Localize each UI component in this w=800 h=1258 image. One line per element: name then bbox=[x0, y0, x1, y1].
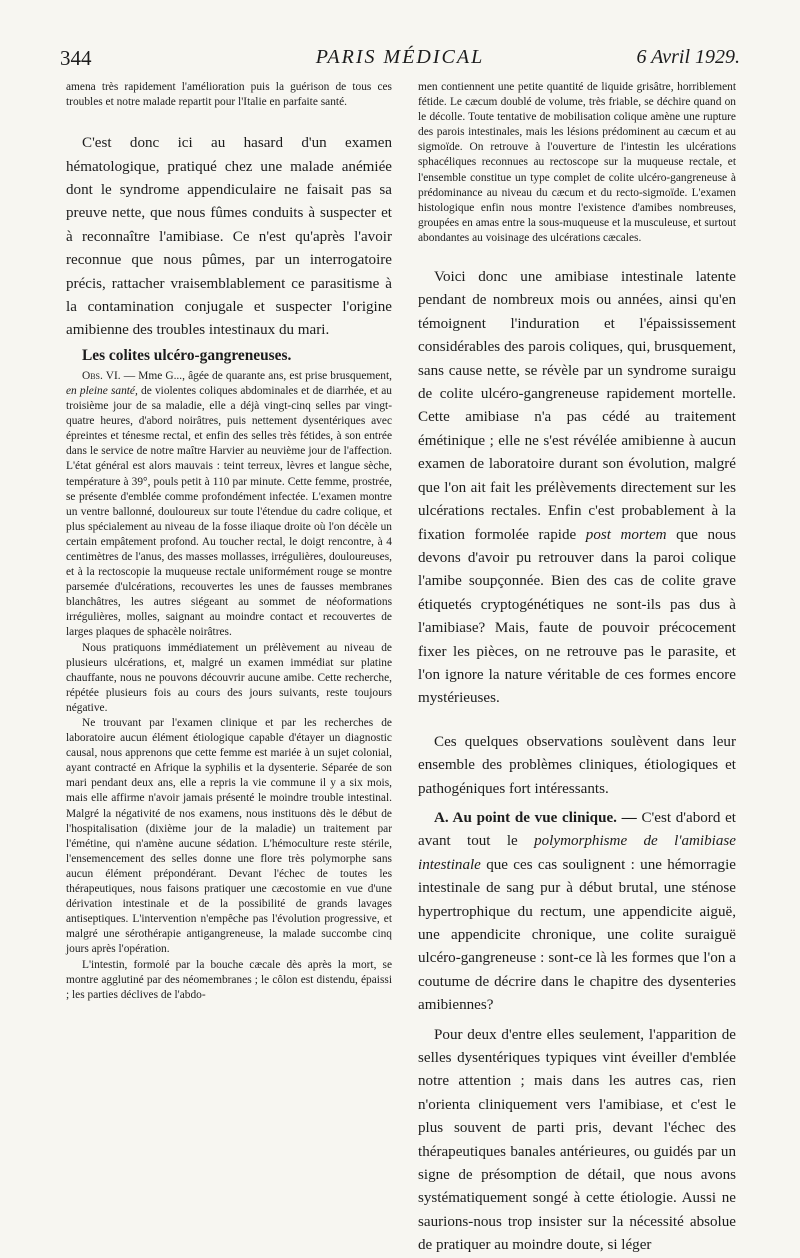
page-number: 344 bbox=[60, 46, 92, 70]
right-paragraph-2 bbox=[418, 266, 736, 711]
clinical-text-1: C'est d'abord et avant tout le bbox=[418, 809, 736, 850]
section-heading-colites: Les colites ulcéro-gangreneuses. bbox=[82, 346, 292, 364]
observation-label: Obs. VI. — bbox=[82, 369, 136, 382]
left-paragraph-5: Ne trouvant par l'examen clinique et par les recherches de laboratoire aucun élément étiologique capable d'étayer un diagnostic causal, nous apprenons que cette femme est mariée à un sujet colonial, ayant contracté en Afrique la syphilis et la dysenterie. Séparée de son mari pendant deux ans, elle a repris la vie commune il y a six mois, mais elle affirme n'avoir jamais présenté le moindre trouble intestinal. Malgré la négativité de nos examens, nous instituons dès le début de l'hospitalisation (dixième jour de la maladie) un traitement par l'émétine, qui n'amène aucune sédation. L'hémoculture reste stérile, l'ensemencement des selles donne une flore très polymorphe sans aucun élément prépondérant. Devant l'échec de toutes les thérapeutiques, nous faisons pratiquer une cæcostomie en vue d'une dérivation intestinale et de la possibilité de grands lavages antiseptiques. L'intervention n'empêche pas l'évolution progressive, et malgré une sérothérapie antigangreneuse, la malade succombe cinq jours après l'opération. bbox=[66, 717, 392, 956]
observation-6 bbox=[66, 369, 392, 641]
clinical-heading: A. Au point de vue clinique. — bbox=[434, 809, 637, 826]
left-column bbox=[66, 80, 392, 1003]
page-header bbox=[60, 46, 740, 76]
left-paragraph-4: Nous pratiquons immédiatement un prélèvement au niveau de plusieurs ulcérations, et, malgré un examen immédiat sur platine chauffante, nous ne pouvons découvrir aucune amibe. Cette recherche, répétée plusieurs fois au cours des jours suivants, reste toujours négative. bbox=[66, 641, 392, 714]
journal-title: PARIS MÉDICAL bbox=[315, 46, 485, 68]
right-paragraph-2b: que nous devons d'avoir pu retrouver dans la paroi colique l'amibe soupçonnée. Bien des cas de colite grave étiquetés cryptogénétiques ne sont-ils pas dus à l'amibiase? Mais, faute de pouvoir précocement fixer les pièces, on ne retrouve pas le parasite, et l'on ignore la nature véritable de ces formes encore mystérieuses. bbox=[418, 526, 736, 707]
clinical-section bbox=[418, 807, 736, 1018]
issue-date: 6 Avril 1929. bbox=[636, 46, 740, 68]
right-paragraph-1: men contiennent une petite quantité de liquide grisâtre, horriblement fétide. Le cæcum doublé de volume, très friable, se déchire quand on le décolle. Toute tentative de mobilisation colique amène une rupture des parois intestinales, mais les lésions prédominent au cæcum et au sigmoïde. On retrouve à l'ouverture de l'intestin les ulcérations sphacéliques reconnues au rectoscope sur la muqueuse rectale, et l'ensemble constitue un type complet de colite ulcéro-gangreneuse à prédominance au niveau du cæcum et du recto-sigmoïde. L'examen histologique enfin nous montre l'existence d'amibes nombreuses, groupées en amas entre la sous-muqueuse et la musculeuse, et surtout abondantes au voisinage des ulcérations cæcales. bbox=[418, 81, 736, 244]
left-paragraph-6: L'intestin, formolé par la bouche cæcale dès après la mort, se montre agglutiné par des néomembranes ; le côlon est distendu, épaissi ; les parties déclives de l'abdo- bbox=[66, 958, 392, 1001]
observation-text: de violentes coliques abdominales et de diarrhée, et au troisième jour de sa maladie, elle a déjà vingt-cinq selles par vingt-quatre heures, d'abord noirâtres, puis nettement dysentériques avec épreintes et ténesme rectal, et enfin des selles très fétides, à son entrée dans le service de notre maître Harvier au neuvième jour de l'affection. L'état général est alors mauvais : teint terreux, lèvres et langue sèche, température à 39°, pouls petit à 110 par minute. Cette femme, prostrée, se présente d'emblée comme profondément infectée. L'examen montre un ventre ballonné, douloureux sur toute l'étendue du cadre colique, et plus spécialement au niveau de la fosse iliaque droite où l'on décèle un certain empâtement profond. Au toucher rectal, le doigt rencontre, à 4 centimètres de l'anus, des masses mollasses, irrégulières, douloureuses, et à la rectoscopie la muqueuse rectale uniformément rouge se montre parsemée d'ulcérations, recouvertes les unes de fausses membranes blanchâtres, les autres siégeant au sommet de néoformations irrégulières, molles, saignant au moindre contact et recouvertes de larges plaques de sphacèle noirâtres. bbox=[66, 384, 392, 639]
right-column bbox=[418, 80, 736, 1258]
polymorphism-emphasis: polymorphisme de l'amibiase intestinale bbox=[418, 833, 736, 873]
right-paragraph-5: Pour deux d'entre elles seulement, l'apparition de selles dysentériques typiques vint éveiller d'emblée notre attention ; mais dans les autres cas, rien n'orienta cliniquement vers l'amibiase, et c'est le plus souvent de parti pris, devant l'échec des thérapeutiques banales antérieures, ou guidés par un signe de présomption de détail, que nous avons systématiquement songé à cette étiologie. Aussi ne saurions-nous trop insister sur la nécessité absolue de pratiquer au moindre doute, si léger bbox=[418, 1026, 736, 1254]
clinical-text-2: que ces cas soulignent : une hémorragie intestinale de sang pur à début brutal, une sténose hypertrophique du rectum, une appendicite aiguë, une appendicite chronique, une colite suraiguë ulcéro-gangreneuse : sont-ce là les formes que l'on a coutume de décrire dans le chapitre des dysenteries amibiennes? bbox=[418, 856, 736, 1014]
left-paragraph-1: amena très rapidement l'amélioration puis la guérison de tous ces troubles et notre malade repartit pour l'Italie en parfaite santé. bbox=[66, 81, 392, 109]
observation-patient: Mme G..., âgée de quarante ans, est prise brusquement, bbox=[138, 369, 392, 382]
left-paragraph-2: C'est donc ici au hasard d'un examen hématologique, pratiqué chez une malade anémiée dont le syndrome appendiculaire ne faisait pas sa preuve nette, que nous fûmes conduits à suspecter et à reconnaître l'amibiase. Ce n'est qu'après l'avoir reconnue que nous pûmes, par un interrogatoire précis, rattacher vraisemblablement ce parasitisme à la contamination conjugale et suspecter l'origine amibienne des troubles intestinaux du mari. bbox=[66, 135, 392, 339]
right-paragraph-3: Ces quelques observations soulèvent dans leur ensemble des problèmes cliniques, étiologiques et pathogéniques fort intéressants. bbox=[418, 733, 736, 797]
post-mortem-emphasis: post mortem bbox=[585, 526, 667, 543]
right-paragraph-2a: Voici donc une amibiase intestinale latente pendant de nombreux mois ou années, ainsi qu'en témoignent l'induration et l'épaississement considérables des parois coliques, qui, brusquement, sans cause nette, se révèle par un syndrome suraigu de colite ulcéro-gangreneuse rapidement mortelle. Cette amibiase n'a pas cédé au traitement émétinique ; elle ne s'est révélée amibienne à aucun examen de laboratoire durant son évolution, malgré que l'on ait fait les prélèvements directement sur les ulcérations rectales. Enfin c'est probablement à la fixation formolée rapide bbox=[418, 269, 736, 543]
observation-emphasis: en pleine santé, bbox=[66, 384, 138, 397]
